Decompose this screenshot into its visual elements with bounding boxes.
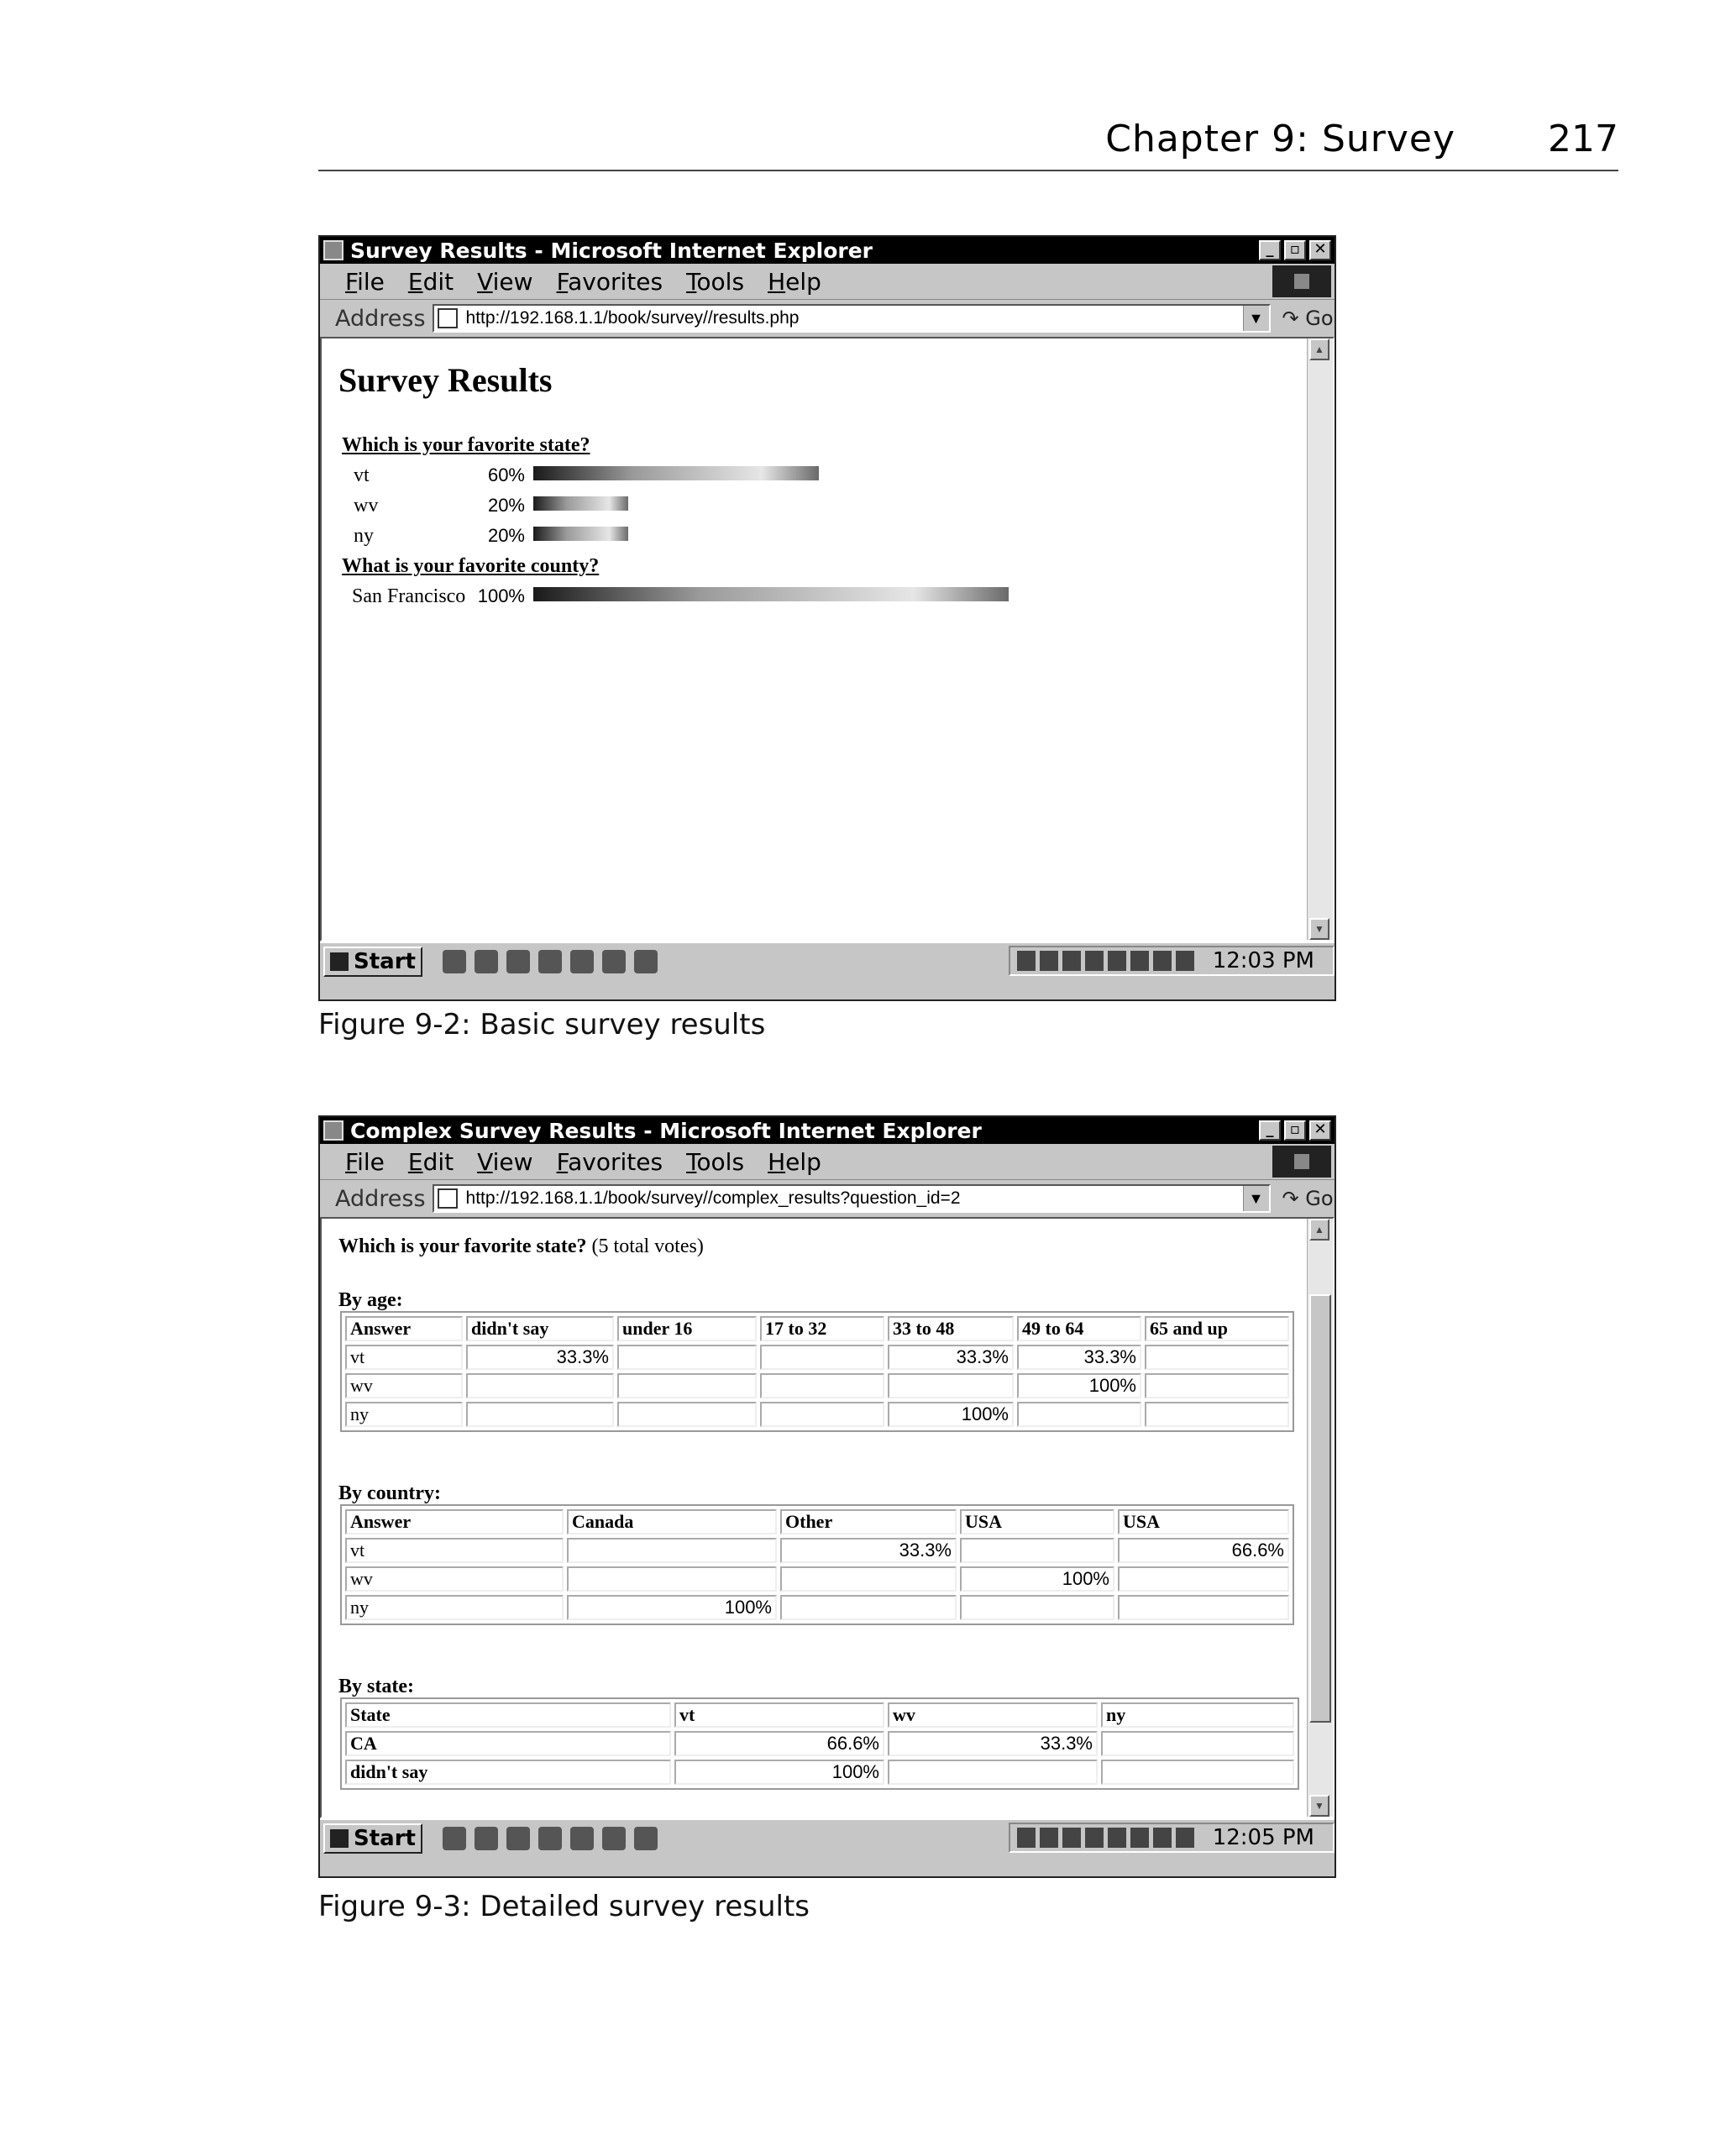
table-row [345,1731,1294,1756]
start-label: Start [354,949,416,974]
go-button[interactable]: ↷ Go [1282,307,1334,330]
doc-icon[interactable] [538,1827,562,1850]
column-header: Other [780,1509,957,1534]
menu-view[interactable]: View [477,267,533,296]
menu-file[interactable]: File [345,267,385,296]
answer-percent: 100% [477,585,525,606]
dropdown-arrow-icon[interactable]: ▼ [1243,1186,1269,1211]
table-cell: 33.3% [466,1345,614,1370]
address-input[interactable] [433,304,1271,333]
go-label: Go [1305,307,1334,330]
ie-icon[interactable] [443,1827,466,1850]
ie-icon[interactable] [443,950,466,973]
question-county: What is your favorite county? [342,555,600,577]
table-cell [617,1402,757,1427]
taskbar [320,1818,1335,1857]
table-cell [1118,1595,1289,1620]
answer-percent: 20% [487,525,525,546]
column-header: USA [1118,1509,1289,1534]
table-cell [888,1373,1014,1398]
menu-view[interactable]: View [477,1147,533,1176]
table-header-row [345,1509,1289,1534]
tray-icon[interactable] [1130,951,1149,971]
table-cell [466,1373,614,1398]
menu-bar [320,264,1335,300]
row-label: wv [345,1566,564,1592]
table-header-row [345,1702,1294,1728]
menu-help[interactable]: Help [768,1147,821,1176]
column-header: 17 to 32 [760,1316,884,1341]
volume-icon[interactable] [1153,1828,1172,1848]
minimize-button[interactable]: _ [1259,240,1281,260]
row-label: ny [345,1595,564,1620]
notepad-icon[interactable] [634,1827,658,1850]
start-label: Start [354,1826,416,1851]
address-label: Address [335,1185,426,1212]
answer-label: vt [354,464,370,486]
table-cell [760,1402,884,1427]
chat-icon[interactable] [506,950,530,973]
scroll-down-arrow-icon[interactable]: ▼ [1309,1795,1329,1817]
tray-icon[interactable] [1017,1828,1036,1848]
column-header: State [345,1702,671,1728]
table-cell: 66.6% [1118,1538,1289,1563]
answer-label: ny [354,525,374,547]
tray-icons [1017,951,1194,971]
column-header: under 16 [617,1316,757,1341]
table-cell [567,1566,777,1592]
go-label: Go [1305,1187,1334,1210]
table-cell: 100% [888,1402,1014,1427]
page-content [320,337,1335,942]
chapter-title: Chapter 9: Survey [1105,118,1455,160]
page-header [318,118,1618,171]
close-button[interactable]: ✕ [1309,240,1331,260]
ie-page-icon [323,1120,343,1141]
tray-icon[interactable] [1085,951,1104,971]
table-cell [466,1402,614,1427]
vertical-scrollbar[interactable] [1307,338,1333,940]
desktop-icon[interactable] [570,1827,594,1850]
table-cell: 33.3% [1017,1345,1141,1370]
system-tray [1009,946,1335,976]
table-cell: 66.6% [674,1731,884,1756]
by-state-table [340,1697,1299,1790]
table-row [345,1760,1294,1785]
close-button[interactable]: ✕ [1309,1120,1331,1141]
table-cell [567,1538,777,1563]
folder-icon[interactable] [602,950,626,973]
page-number: 217 [1548,118,1618,160]
quick-launch [443,950,658,973]
by-age-table [340,1311,1294,1432]
table-row [345,1373,1289,1398]
tray-icon[interactable] [1017,951,1036,971]
table-row [345,1402,1289,1427]
menu-bar [320,1144,1335,1180]
browser-window-survey-results [318,235,1336,1001]
start-button[interactable] [323,1823,422,1854]
table-cell: 100% [567,1595,777,1620]
table-row [345,1538,1289,1563]
row-label: wv [345,1373,463,1398]
tray-icon[interactable] [1130,1828,1149,1848]
scroll-up-arrow-icon[interactable]: ▲ [1309,1219,1329,1241]
page-content [320,1217,1335,1818]
vertical-scrollbar[interactable] [1307,1219,1333,1817]
answer-label: wv [354,495,379,517]
result-bar [533,527,628,541]
table-cell: 33.3% [888,1345,1014,1370]
column-header: wv [888,1702,1098,1728]
window-title: Survey Results - Microsoft Internet Explorer [350,238,873,263]
browser-window-complex-results [318,1115,1336,1878]
answer-label: San Francisco [352,585,466,607]
system-tray [1009,1823,1335,1853]
answer-percent: 20% [487,495,525,516]
address-input[interactable] [433,1184,1271,1213]
page-icon [438,1188,458,1209]
ie-page-icon [323,240,343,260]
desktop-icon[interactable] [570,950,594,973]
table-cell [1145,1373,1289,1398]
url-text: http://192.168.1.1/book/survey//results.php [465,308,800,328]
column-header: ny [1101,1702,1294,1728]
scroll-up-arrow-icon[interactable]: ▲ [1309,338,1329,360]
tray-icon[interactable] [1176,951,1194,971]
folder-icon[interactable] [602,1827,626,1850]
by-country-label: By country: [338,1482,441,1504]
quick-launch [443,1827,658,1850]
question-text: Which is your favorite state? [338,1235,587,1257]
figure-caption: Figure 9-2: Basic survey results [318,1008,766,1041]
table-cell: 100% [674,1760,884,1785]
result-bar [533,587,1009,601]
title-bar [320,237,1335,264]
table-cell: 100% [1017,1373,1141,1398]
scroll-down-arrow-icon[interactable]: ▼ [1309,918,1329,940]
column-header: 65 and up [1145,1316,1289,1341]
column-header: 49 to 64 [1017,1316,1141,1341]
table-cell [780,1566,957,1592]
start-button[interactable] [323,947,422,977]
window-title: Complex Survey Results - Microsoft Internet Explorer [350,1118,982,1143]
column-header: vt [674,1702,884,1728]
title-bar [320,1117,1335,1144]
table-cell: 33.3% [888,1731,1098,1756]
table-cell [888,1760,1098,1785]
table-cell [960,1538,1114,1563]
row-label: vt [345,1345,463,1370]
table-cell [617,1345,757,1370]
table-row [345,1595,1289,1620]
by-country-table [340,1504,1294,1625]
windows-logo-icon [1272,265,1331,297]
clock: 12:05 PM [1212,1825,1314,1850]
tray-icon[interactable] [1062,1828,1081,1848]
by-age-label: By age: [338,1289,403,1311]
table-cell [617,1373,757,1398]
tray-icon[interactable] [1040,1828,1058,1848]
url-text: http://192.168.1.1/book/survey//complex_results?question_id=2 [465,1188,961,1208]
tray-icon[interactable] [1108,1828,1126,1848]
table-cell [1145,1402,1289,1427]
result-bar [533,466,819,480]
windows-flag-icon [330,1829,349,1848]
table-cell [1101,1731,1294,1756]
minimize-button[interactable]: _ [1259,1120,1281,1141]
table-row [345,1566,1289,1592]
go-button[interactable]: ↷ Go [1282,1187,1334,1210]
row-label: didn't say [345,1760,671,1785]
outlook-icon[interactable] [475,950,498,973]
row-label: CA [345,1731,671,1756]
column-header: Canada [567,1509,777,1534]
menu-favorites[interactable]: Favorites [556,267,663,296]
tray-icon[interactable] [1062,951,1081,971]
by-state-label: By state: [338,1676,414,1697]
answer-percent: 60% [487,464,525,485]
menu-favorites[interactable]: Favorites [556,1147,663,1176]
taskbar [320,942,1335,980]
column-header: didn't say [466,1316,614,1341]
table-cell [1101,1760,1294,1785]
tray-icon[interactable] [1040,951,1058,971]
doc-icon[interactable] [538,950,562,973]
tray-icon[interactable] [1108,951,1126,971]
menu-tools[interactable]: Tools [686,267,745,296]
menu-help[interactable]: Help [768,267,821,296]
question-state: Which is your favorite state? [342,434,590,456]
notepad-icon[interactable] [634,950,658,973]
address-label: Address [335,305,426,332]
result-bar [533,496,628,511]
menu-edit[interactable]: Edit [407,1147,454,1176]
address-bar [320,300,1335,337]
vote-count: (5 total votes) [591,1235,704,1257]
column-header: USA [960,1509,1114,1534]
restore-button[interactable]: ▫ [1284,240,1306,260]
table-header-row [345,1316,1289,1341]
row-label: ny [345,1402,463,1427]
tray-icon[interactable] [1085,1828,1104,1848]
column-header: Answer [345,1509,564,1534]
table-cell [960,1595,1114,1620]
question-heading [338,1235,704,1258]
outlook-icon[interactable] [475,1827,498,1850]
table-cell [760,1345,884,1370]
figure-caption: Figure 9-3: Detailed survey results [318,1890,810,1923]
column-header: 33 to 48 [888,1316,1014,1341]
chat-icon[interactable] [506,1827,530,1850]
table-cell: 100% [960,1566,1114,1592]
address-bar [320,1180,1335,1217]
table-cell: 33.3% [780,1538,957,1563]
page-heading: Survey Results [338,361,553,399]
row-label: vt [345,1538,564,1563]
menu-tools[interactable]: Tools [686,1147,745,1176]
menu-file[interactable]: File [345,1147,385,1176]
table-cell [1118,1566,1289,1592]
dropdown-arrow-icon[interactable]: ▼ [1243,306,1269,331]
column-header: Answer [345,1316,463,1341]
volume-icon[interactable] [1153,951,1172,971]
table-cell [780,1595,957,1620]
menu-edit[interactable]: Edit [407,267,454,296]
windows-flag-icon [330,952,349,971]
table-row [345,1345,1289,1370]
clock: 12:03 PM [1212,948,1314,973]
table-cell [1145,1345,1289,1370]
table-cell [760,1373,884,1398]
scroll-thumb[interactable] [1309,1294,1331,1723]
tray-icon[interactable] [1176,1828,1194,1848]
restore-button[interactable]: ▫ [1284,1120,1306,1141]
table-cell [1017,1402,1141,1427]
page-icon [438,308,458,328]
windows-logo-icon [1272,1146,1331,1178]
tray-icons [1017,1828,1194,1848]
